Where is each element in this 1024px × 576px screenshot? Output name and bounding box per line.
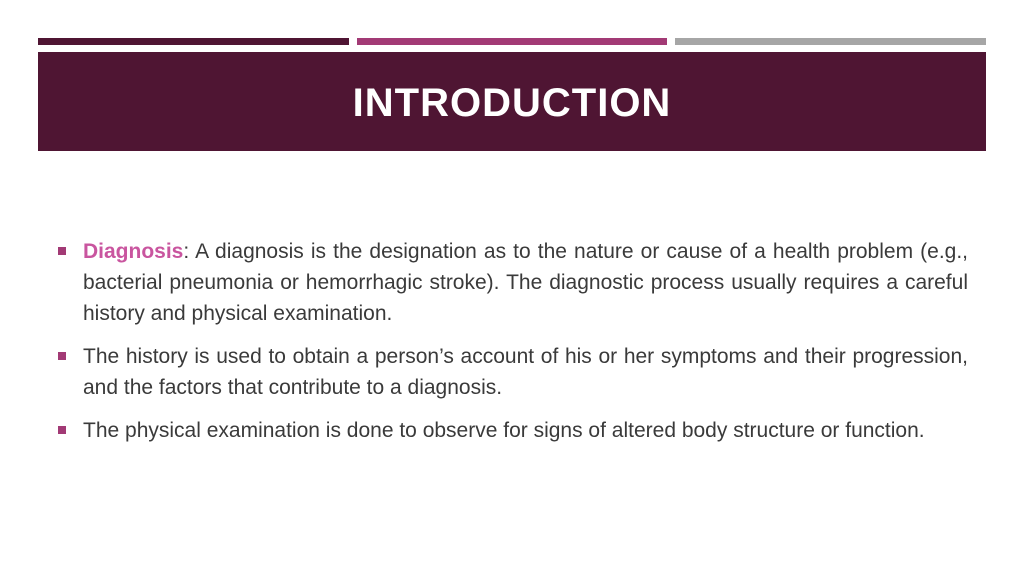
bullet-term: Diagnosis — [83, 240, 184, 263]
slide-title: INTRODUCTION — [352, 81, 672, 125]
accent-bar-gray — [675, 38, 986, 45]
square-bullet-icon — [58, 426, 66, 434]
bullet-text: The physical examination is done to observe for signs of altered body structure or function. — [83, 419, 925, 442]
accent-bar-pink — [357, 38, 667, 45]
content-area — [56, 236, 968, 458]
title-band — [38, 52, 986, 151]
bullet-item-physical-exam — [56, 415, 968, 446]
bullet-item-diagnosis — [56, 236, 968, 329]
bullet-list — [56, 236, 968, 446]
bullet-text: : A diagnosis is the designation as to the nature or cause of a health problem (e.g., bacterial pneumonia or hemorrhagic stroke). The diagnostic process usually requires a careful history and physical examination. — [83, 240, 968, 325]
bullet-text: The history is used to obtain a person’s account of his or her symptoms and their progression, and the factors that contribute to a diagnosis. — [83, 345, 968, 399]
square-bullet-icon — [58, 352, 66, 360]
accent-bar-dark — [38, 38, 349, 45]
bullet-item-history — [56, 341, 968, 403]
square-bullet-icon — [58, 247, 66, 255]
